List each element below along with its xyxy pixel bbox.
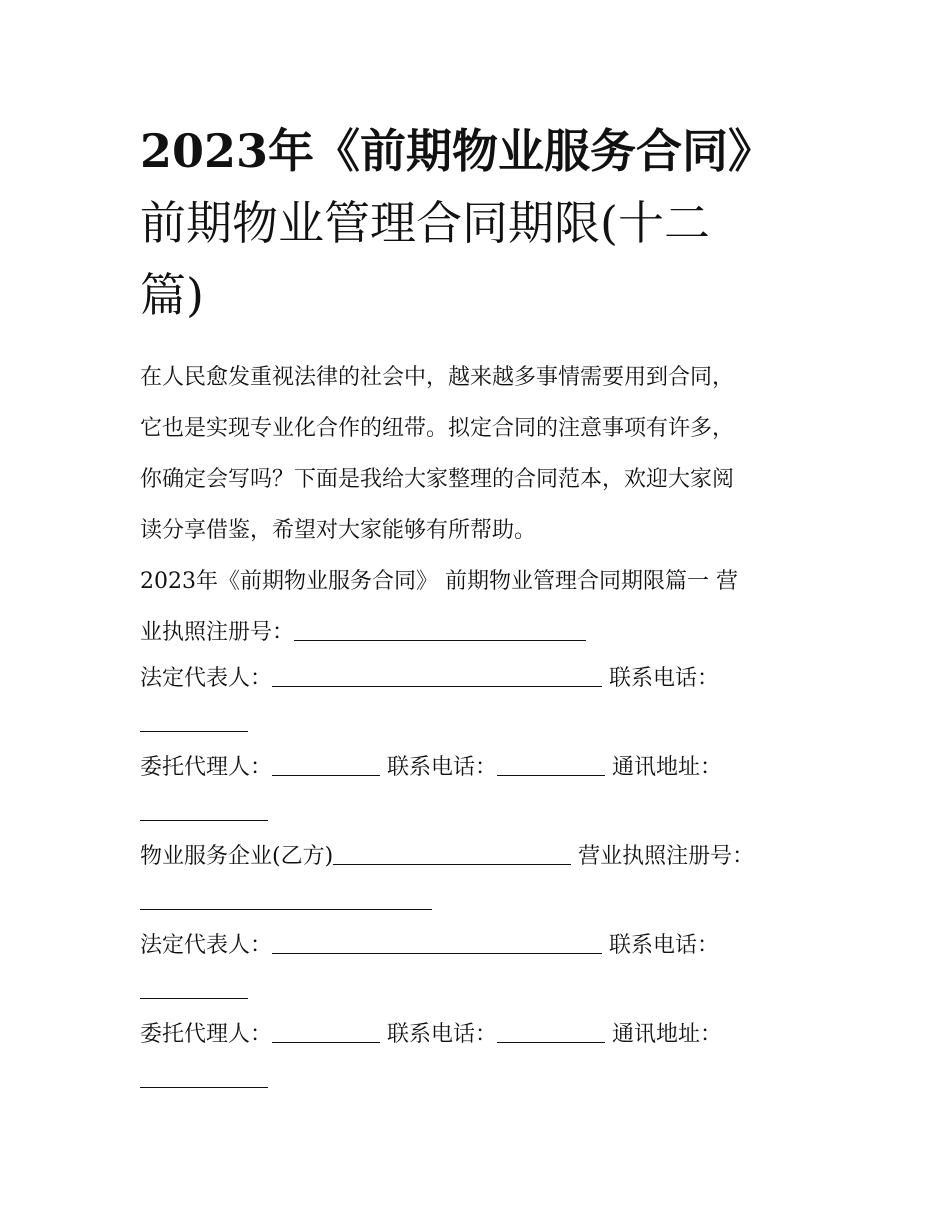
phone-label-a: 联系电话： [609,666,720,691]
title-line-3: 篇) [140,268,204,322]
address-blank-row-b [140,1056,830,1103]
agent-phone-label-a: 联系电话： [387,755,498,780]
agent-blank-a[interactable] [272,757,380,776]
agent-phone-label-b: 联系电话： [387,1022,498,1047]
intro-line-1: 在人民愈发重视法律的社会中，越来越多事情需要用到合同， [140,365,735,390]
phone-label-b: 联系电话： [609,933,720,958]
agent-phone-blank-a[interactable] [497,757,605,776]
intro-line-2: 它也是实现专业化合作的纽带。拟定合同的注意事项有许多， [140,416,735,441]
agent-blank-b[interactable] [272,1024,380,1043]
legal-rep-blank-b[interactable] [272,935,602,954]
agent-label-a: 委托代理人： [140,755,273,780]
agent-row-a [140,747,830,789]
legal-rep-row-b [140,925,830,967]
license-row-a [140,607,830,658]
intro-line-3: 你确定会写吗？下面是我给大家整理的合同范本，欢迎大家阅 [140,467,735,492]
phone-blank-b[interactable] [140,980,248,999]
title-line-1: 2023年《前期物业服务合同》 [140,124,775,178]
legal-rep-blank-a[interactable] [272,668,602,687]
document-title [140,115,820,331]
address-blank-a[interactable] [140,802,268,821]
section-heading-line-1: 2023年《前期物业服务合同》 前期物业管理合同期限篇一 营 [140,569,738,594]
license-blank-a[interactable] [294,622,586,641]
intro-line-4: 读分享借鉴，希望对大家能够有所帮助。 [140,518,537,543]
agent-label-b: 委托代理人： [140,1022,273,1047]
license-blank-row-b [140,878,830,925]
company-b-row [140,836,830,878]
address-blank-row-a [140,789,830,836]
agent-phone-blank-b[interactable] [497,1024,605,1043]
address-blank-b[interactable] [140,1069,268,1088]
license-label-b: 营业执照注册号： [578,844,755,869]
company-b-blank[interactable] [333,846,571,865]
address-label-b: 通讯地址： [612,1022,723,1047]
phone-blank-a[interactable] [140,713,248,732]
company-b-label: 物业服务企业(乙方) [140,844,334,869]
legal-rep-row-a [140,658,830,700]
phone-blank-row-b [140,967,830,1014]
legal-rep-label-b: 法定代表人： [140,933,273,958]
license-label-a: 业执照注册号： [140,620,295,645]
title-line-2: 前期物业管理合同期限(十二 [140,196,710,250]
phone-blank-row-a [140,700,830,747]
agent-row-b [140,1014,830,1056]
address-label-a: 通讯地址： [612,755,723,780]
legal-rep-label-a: 法定代表人： [140,666,273,691]
document-body [140,352,830,1103]
license-blank-b[interactable] [140,891,432,910]
